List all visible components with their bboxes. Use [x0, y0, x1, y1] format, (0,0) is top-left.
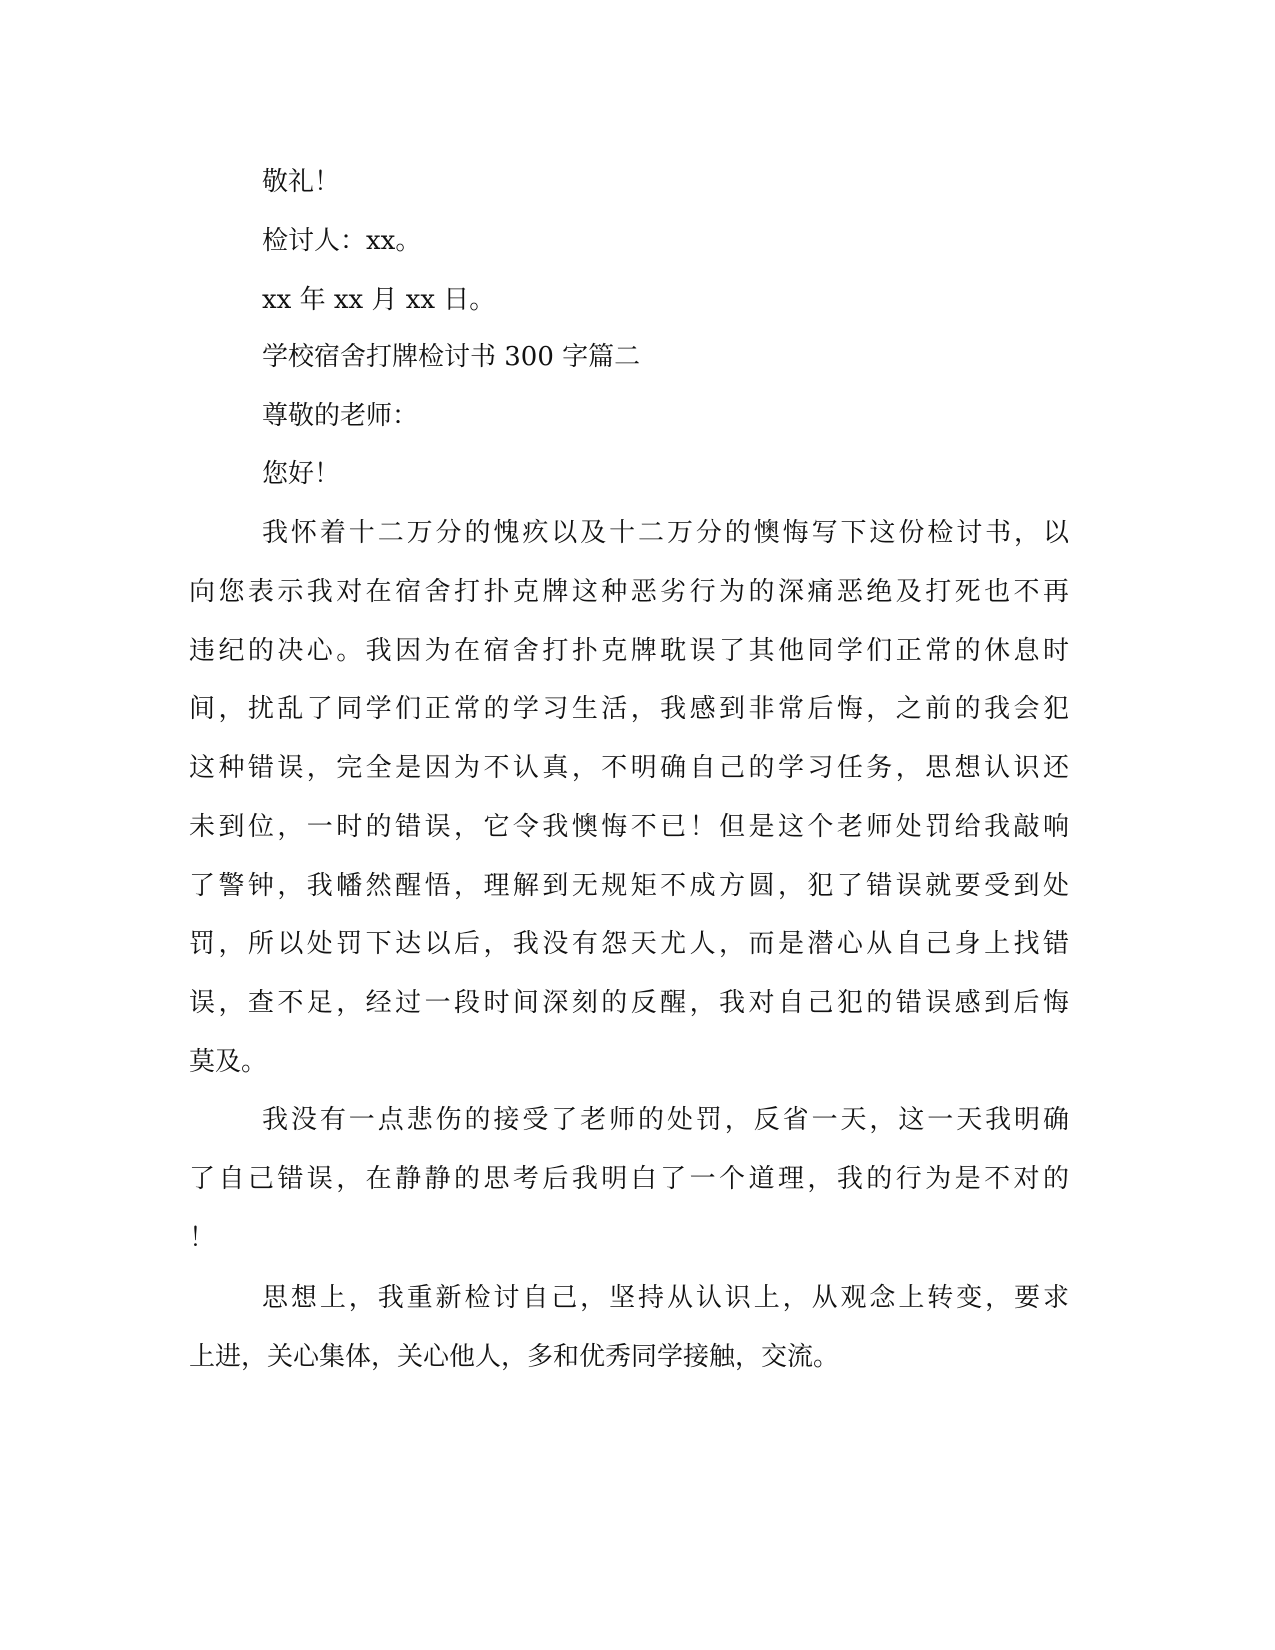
paragraph-1-line-1: 我怀着十二万分的愧疚以及十二万分的懊悔写下这份检讨书，以 [262, 518, 1069, 548]
closing-salute: 敬礼！ [262, 167, 341, 197]
paragraph-2-line-1: 我没有一点悲伤的接受了老师的处罚，反省一天，这一天我明确 [262, 1105, 1069, 1135]
paragraph-1-line-9: 误，查不足，经过一段时间深刻的反醒，我对自己犯的错误感到后悔 [189, 988, 1069, 1018]
paragraph-2-line-2: 了自己错误，在静静的思考后我明白了一个道理，我的行为是不对的 [189, 1164, 1069, 1194]
date-line: xx 年 xx 月 xx 日。 [262, 285, 496, 315]
paragraph-3-line-2: 上进，关心集体，关心他人，多和优秀同学接触，交流。 [189, 1342, 840, 1372]
paragraph-1-line-3: 违纪的决心。我因为在宿舍打扑克牌耽误了其他同学们正常的休息时 [189, 636, 1069, 666]
paragraph-1-line-8: 罚，所以处罚下达以后，我没有怨天尤人，而是潜心从自己身上找错 [189, 929, 1069, 959]
paragraph-1-line-2: 向您表示我对在宿舍打扑克牌这种恶劣行为的深痛恶绝及打死也不再 [189, 577, 1069, 607]
paragraph-2-line-3: ！ [189, 1223, 216, 1253]
paragraph-1-line-6: 未到位，一时的错误，它令我懊悔不已！但是这个老师处罚给我敲响 [189, 812, 1069, 842]
paragraph-1-line-5: 这种错误，完全是因为不认真，不明确自己的学习任务，思想认识还 [189, 753, 1069, 783]
paragraph-3-line-1: 思想上，我重新检讨自己，坚持从认识上，从观念上转变，要求 [262, 1283, 1069, 1313]
section-title: 学校宿舍打牌检讨书 300 字篇二 [262, 342, 641, 372]
paragraph-1-line-4: 间，扰乱了同学们正常的学习生活，我感到非常后悔，之前的我会犯 [189, 694, 1069, 724]
paragraph-1-line-7: 了警钟，我幡然醒悟，理解到无规矩不成方圆，犯了错误就要受到处 [189, 871, 1069, 901]
signer-line: 检讨人：xx。 [262, 226, 422, 256]
greeting-line: 您好！ [262, 459, 341, 489]
paragraph-1-line-10: 莫及。 [189, 1047, 268, 1077]
addressee-line: 尊敬的老师： [262, 401, 419, 431]
